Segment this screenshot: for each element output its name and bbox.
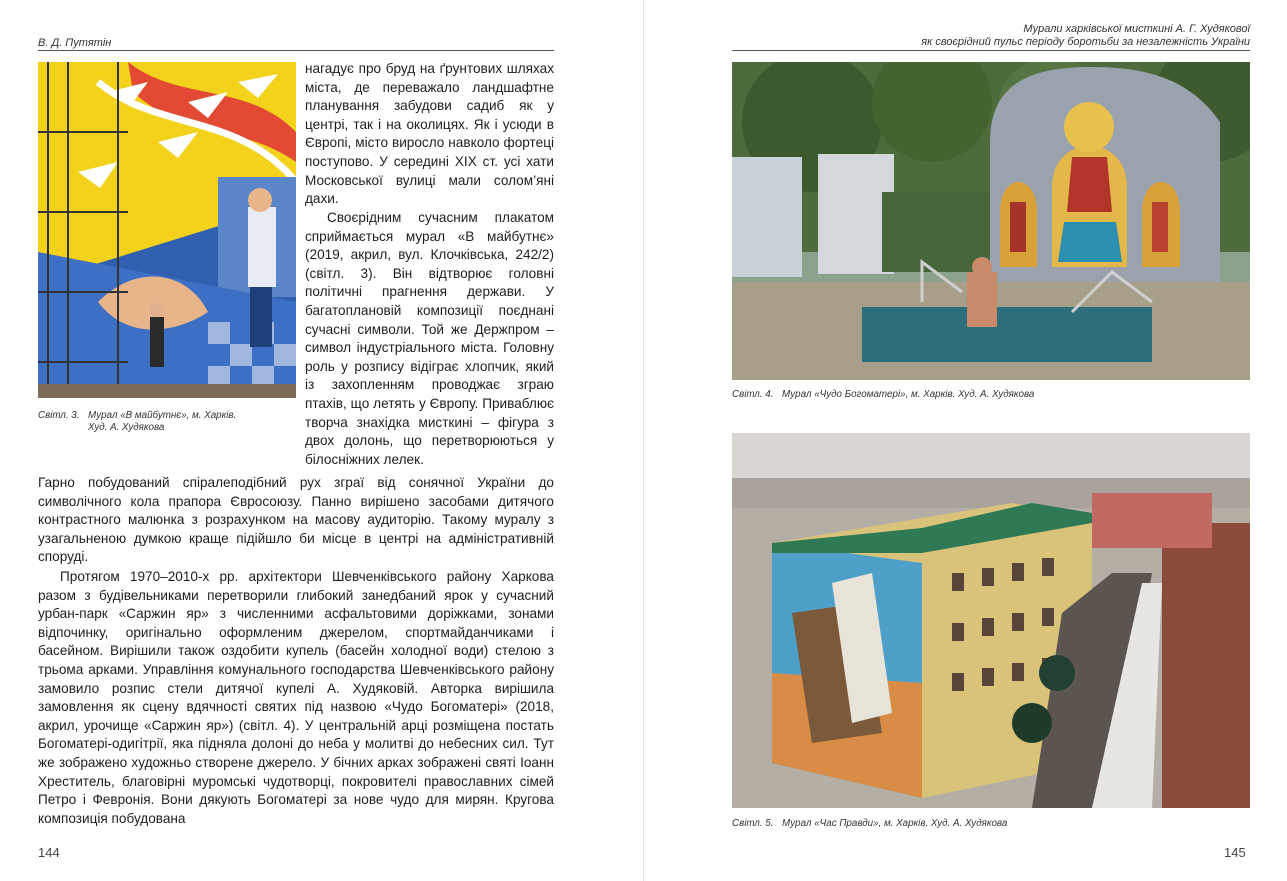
figure-5-caption	[732, 818, 1250, 830]
paragraph-4: Протягом 1970–2010-х рр. архітектори Шевченківського району Харкова разом з будівельниками перетворили глибокий занедбаний ярок у сучасний урбан-парк «Саржин яр» з численними асфальтовими доріжками, зонами відпочинку, оригінально оформленим джерелом, спортмайданчиками і басейном. Вирішили також оздобити купель (басейн холодної води) стелою з трьома арками. Управління комунального господарства Шевченківського району замовило розпис стели дитячої купелі А. Худяковій. Авторка вирішила замовлення як сцену вдячності святих під назвою «Чудо Богоматері» (2018, акрил, урочище «Саржин яр») (світл. 4). У центральній арці розміщена постать Богоматері-одигітрії, яка підняла долоні до неба у молитві до небесних сил. Тут же зображено художньо створене джерело. У бічних арках зображені святі Іоанн Хреститель, благовірні муромські чудотворці, покровителі православних сімей Петро і Февронія. Вони дякують Богоматері за нове чудо для мирян. Кругова композиція побудована	[38, 569, 554, 826]
paragraph-3: Гарно побудований спіралеподібний рух зграї від сонячної України до символічного кола прапора Євросоюзу. Панно вирішено засобами дитячого контрастного малюнка з розрахунком на масову аудиторію. Такому муралу з узагальненою думкою краще підійшло би місце в центрі на адміністративній споруді.	[38, 475, 554, 565]
figure-3-caption-line2: Худ. А. Худякова	[88, 422, 165, 433]
running-head-right	[732, 23, 1250, 49]
left-page	[0, 0, 643, 881]
header-rule-right	[732, 50, 1250, 51]
running-head-right-line1: Мурали харківської мисткині А. Г. Худякової	[1023, 23, 1250, 35]
figure-3-label: Світл. 3.	[38, 410, 80, 421]
figure-4-caption-text: Мурал «Чудо Богоматері», м. Харків. Худ. А. Худякова	[782, 389, 1035, 400]
figure-4-label: Світл. 4.	[732, 389, 774, 400]
paragraph-2: Своєрідним сучасним плакатом сприймається мурал «В майбутнє» (2019, акрил, вул. Клочківська, 242/2) (світл. 3). Він відтворює головні політичні прагнення держави. У багатоплановій композиції поєднані сучасні символи. Той же Держпром – символ індустріального міста. Головну роль у розпису відіграє хлопчик, який із захопленням проводжає зграю птахів, що летять у Європу. Приваблює творча знахідка мисткині – фігура з двох долонь, що перетворюються у білосніжних лелек.	[305, 210, 554, 467]
page-number-right: 145	[1224, 845, 1246, 860]
figure-5-label: Світл. 5.	[732, 818, 774, 829]
figure-3-photo	[38, 62, 296, 398]
paragraph-1: нагадує про бруд на ґрунтових шляхах міста, де переважало ландшафтне планування забудови садиб як у центрі, так і на околицях. Як і усюди в Європі, місто виросло навколо фортеці поступово. У середині XIX ст. усі хати Московської вулиці мали солом’яні дахи.	[305, 61, 554, 207]
header-rule-left	[38, 50, 554, 51]
figure-5-photo	[732, 433, 1250, 808]
running-head-left: В. Д. Путятін	[38, 37, 112, 49]
running-head-right-line2: як своєрідний пульс періоду боротьби за незалежність України	[921, 36, 1250, 48]
page-number-left: 144	[38, 845, 60, 860]
figure-5-caption-text: Мурал «Час Правди», м. Харків. Худ. А. Худякова	[782, 818, 1008, 829]
figure-4-caption	[732, 389, 1250, 401]
figure-3-caption-line1: Мурал «В майбутнє», м. Харків.	[88, 410, 237, 421]
figure-4-photo	[732, 62, 1250, 380]
right-page	[644, 0, 1287, 881]
figure-3-caption	[38, 410, 296, 434]
